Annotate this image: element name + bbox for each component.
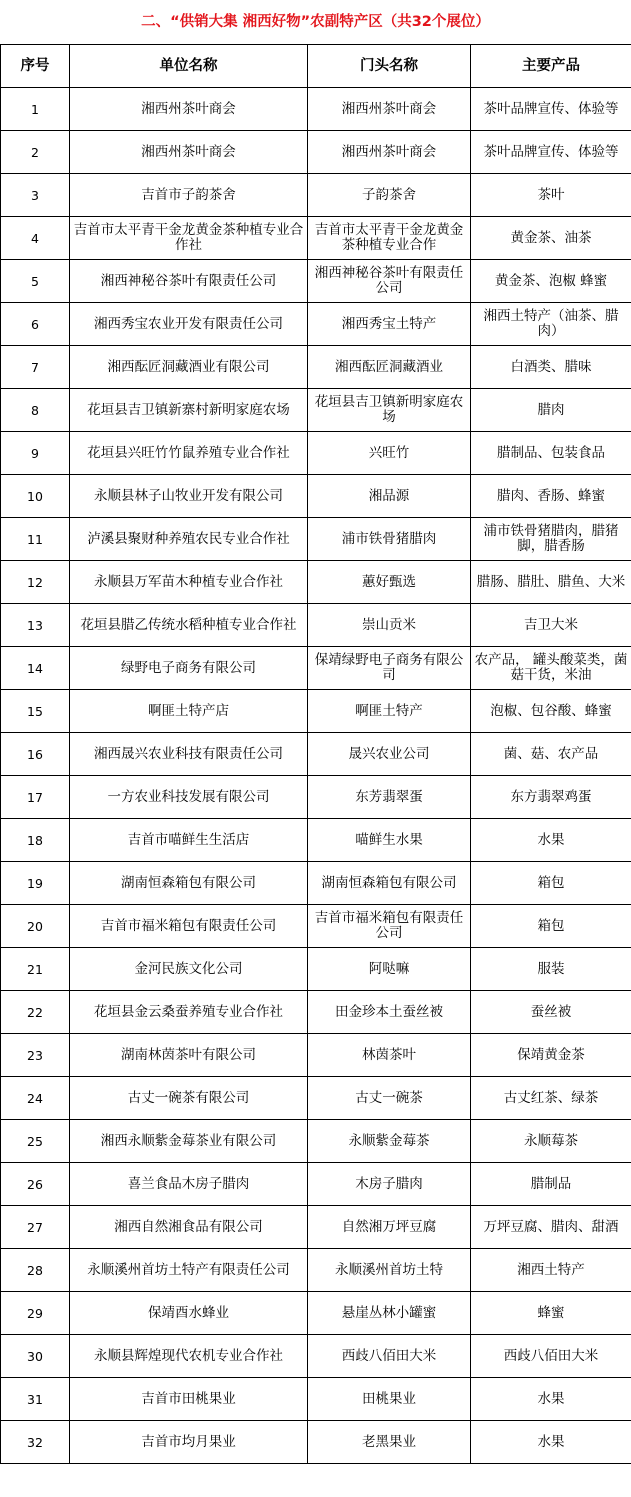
cell-storefront-name: 田桃果业 [308, 1378, 471, 1421]
cell-index: 15 [1, 690, 70, 733]
cell-storefront-name: 子韵茶舍 [308, 174, 471, 217]
cell-unit-name: 吉首市喵鲜生生活店 [70, 819, 308, 862]
cell-index: 13 [1, 604, 70, 647]
table-row [1, 1292, 631, 1335]
cell-main-products: 西歧八佰田大米 [471, 1335, 631, 1378]
table-row [1, 303, 631, 346]
cell-main-products: 湘西土特产（油茶、腊肉） [471, 303, 631, 346]
table-row [1, 690, 631, 733]
cell-unit-name: 湘西神秘谷茶叶有限责任公司 [70, 260, 308, 303]
table-row [1, 561, 631, 604]
cell-unit-name: 永顺溪州首坊土特产有限责任公司 [70, 1249, 308, 1292]
cell-main-products: 水果 [471, 1378, 631, 1421]
cell-main-products: 茶叶 [471, 174, 631, 217]
cell-index: 24 [1, 1077, 70, 1120]
cell-storefront-name: 湘西酝匠洞藏酒业 [308, 346, 471, 389]
cell-unit-name: 一方农业科技发展有限公司 [70, 776, 308, 819]
cell-main-products: 浦市铁骨猪腊肉，腊猪脚，腊香肠 [471, 518, 631, 561]
cell-main-products: 水果 [471, 819, 631, 862]
cell-unit-name: 啊匪土特产店 [70, 690, 308, 733]
cell-index: 1 [1, 88, 70, 131]
cell-unit-name: 吉首市子韵茶舍 [70, 174, 308, 217]
cell-main-products: 茶叶品牌宣传、体验等 [471, 131, 631, 174]
cell-index: 27 [1, 1206, 70, 1249]
table-row [1, 1120, 631, 1163]
cell-index: 16 [1, 733, 70, 776]
cell-unit-name: 绿野电子商务有限公司 [70, 647, 308, 690]
cell-index: 17 [1, 776, 70, 819]
cell-main-products: 水果 [471, 1421, 631, 1464]
cell-storefront-name: 晟兴农业公司 [308, 733, 471, 776]
table-row [1, 991, 631, 1034]
cell-unit-name: 保靖酉水蜂业 [70, 1292, 308, 1335]
cell-unit-name: 吉首市田桃果业 [70, 1378, 308, 1421]
table-row [1, 1206, 631, 1249]
cell-storefront-name: 阿哒嘛 [308, 948, 471, 991]
cell-storefront-name: 湘西州茶叶商会 [308, 131, 471, 174]
cell-unit-name: 永顺县万军苗木种植专业合作社 [70, 561, 308, 604]
cell-storefront-name: 蕙好甄选 [308, 561, 471, 604]
cell-unit-name: 花垣县腊乙传统水稻种植专业合作社 [70, 604, 308, 647]
table-row [1, 862, 631, 905]
cell-main-products: 黄金茶、油茶 [471, 217, 631, 260]
table-row [1, 174, 631, 217]
cell-index: 20 [1, 905, 70, 948]
cell-unit-name: 湖南林茵茶叶有限公司 [70, 1034, 308, 1077]
cell-main-products: 腊肉、香肠、蜂蜜 [471, 475, 631, 518]
table-body [1, 88, 631, 1464]
table-row [1, 1077, 631, 1120]
table-row [1, 604, 631, 647]
cell-storefront-name: 兴旺竹 [308, 432, 471, 475]
cell-storefront-name: 西歧八佰田大米 [308, 1335, 471, 1378]
cell-main-products: 腊制品、包装食品 [471, 432, 631, 475]
header-main-products: 主要产品 [471, 45, 631, 88]
cell-index: 31 [1, 1378, 70, 1421]
table-row [1, 432, 631, 475]
cell-unit-name: 湘西晟兴农业科技有限责任公司 [70, 733, 308, 776]
cell-index: 32 [1, 1421, 70, 1464]
cell-main-products: 黄金茶、泡椒 蜂蜜 [471, 260, 631, 303]
cell-storefront-name: 悬崖丛林小罐蜜 [308, 1292, 471, 1335]
cell-storefront-name: 湘西神秘谷茶叶有限责任公司 [308, 260, 471, 303]
cell-index: 9 [1, 432, 70, 475]
cell-main-products: 湘西土特产 [471, 1249, 631, 1292]
cell-storefront-name: 崇山贡米 [308, 604, 471, 647]
cell-main-products: 泡椒、包谷酸、蜂蜜 [471, 690, 631, 733]
cell-main-products: 古丈红茶、绿茶 [471, 1077, 631, 1120]
header-storefront-name: 门头名称 [308, 45, 471, 88]
cell-unit-name: 吉首市福米箱包有限责任公司 [70, 905, 308, 948]
cell-index: 28 [1, 1249, 70, 1292]
cell-main-products: 蜂蜜 [471, 1292, 631, 1335]
cell-storefront-name: 东芳翡翠蛋 [308, 776, 471, 819]
cell-storefront-name: 浦市铁骨猪腊肉 [308, 518, 471, 561]
table-row [1, 733, 631, 776]
cell-unit-name: 花垣县金云桑蚕养殖专业合作社 [70, 991, 308, 1034]
cell-index: 30 [1, 1335, 70, 1378]
table-header-row [1, 45, 631, 88]
cell-storefront-name: 木房子腊肉 [308, 1163, 471, 1206]
page-title: 二、“供销大集 湘西好物”农副特产区（共32个展位） [141, 14, 490, 30]
cell-unit-name: 金河民族文化公司 [70, 948, 308, 991]
header-index: 序号 [1, 45, 70, 88]
cell-storefront-name: 永顺紫金莓茶 [308, 1120, 471, 1163]
cell-main-products: 蚕丝被 [471, 991, 631, 1034]
cell-unit-name: 湘西秀宝农业开发有限责任公司 [70, 303, 308, 346]
table-row [1, 1034, 631, 1077]
cell-index: 3 [1, 174, 70, 217]
cell-unit-name: 古丈一碗茶有限公司 [70, 1077, 308, 1120]
cell-index: 11 [1, 518, 70, 561]
cell-storefront-name: 老黑果业 [308, 1421, 471, 1464]
table-row [1, 948, 631, 991]
table-row [1, 389, 631, 432]
cell-storefront-name: 田金珍本土蚕丝被 [308, 991, 471, 1034]
cell-main-products: 腊肉 [471, 389, 631, 432]
cell-unit-name: 泸溪县聚财种养殖农民专业合作社 [70, 518, 308, 561]
cell-main-products: 吉卫大米 [471, 604, 631, 647]
cell-main-products: 保靖黄金茶 [471, 1034, 631, 1077]
cell-index: 23 [1, 1034, 70, 1077]
cell-index: 12 [1, 561, 70, 604]
cell-index: 5 [1, 260, 70, 303]
cell-main-products: 东方翡翠鸡蛋 [471, 776, 631, 819]
cell-main-products: 腊肠、腊肚、腊鱼、大米 [471, 561, 631, 604]
cell-unit-name: 湘西自然湘食品有限公司 [70, 1206, 308, 1249]
cell-index: 7 [1, 346, 70, 389]
cell-unit-name: 湘西州茶叶商会 [70, 131, 308, 174]
table-row [1, 905, 631, 948]
table-row [1, 518, 631, 561]
table-row [1, 346, 631, 389]
table-row [1, 776, 631, 819]
cell-main-products: 白酒类、腊味 [471, 346, 631, 389]
cell-storefront-name: 啊匪土特产 [308, 690, 471, 733]
cell-unit-name: 吉首市太平青干金龙黄金茶种植专业合作社 [70, 217, 308, 260]
cell-storefront-name: 保靖绿野电子商务有限公司 [308, 647, 471, 690]
table-row [1, 88, 631, 131]
table-row [1, 260, 631, 303]
cell-unit-name: 花垣县兴旺竹竹鼠养殖专业合作社 [70, 432, 308, 475]
table-row [1, 819, 631, 862]
cell-main-products: 箱包 [471, 905, 631, 948]
cell-index: 10 [1, 475, 70, 518]
cell-storefront-name: 湖南恒森箱包有限公司 [308, 862, 471, 905]
cell-storefront-name: 吉首市太平青干金龙黄金茶种植专业合作 [308, 217, 471, 260]
cell-main-products: 箱包 [471, 862, 631, 905]
cell-main-products: 永顺莓茶 [471, 1120, 631, 1163]
cell-storefront-name: 自然湘万坪豆腐 [308, 1206, 471, 1249]
table-row [1, 217, 631, 260]
cell-index: 21 [1, 948, 70, 991]
cell-index: 6 [1, 303, 70, 346]
cell-index: 8 [1, 389, 70, 432]
cell-main-products: 万坪豆腐、腊肉、甜酒 [471, 1206, 631, 1249]
cell-index: 25 [1, 1120, 70, 1163]
cell-storefront-name: 花垣县吉卫镇新明家庭农场 [308, 389, 471, 432]
cell-index: 22 [1, 991, 70, 1034]
table-row [1, 1335, 631, 1378]
table-row [1, 647, 631, 690]
cell-unit-name: 花垣县吉卫镇新寨村新明家庭农场 [70, 389, 308, 432]
cell-storefront-name: 古丈一碗茶 [308, 1077, 471, 1120]
cell-unit-name: 湘西永顺紫金莓茶业有限公司 [70, 1120, 308, 1163]
cell-index: 26 [1, 1163, 70, 1206]
cell-unit-name: 湘西州茶叶商会 [70, 88, 308, 131]
cell-storefront-name: 吉首市福米箱包有限责任公司 [308, 905, 471, 948]
cell-index: 18 [1, 819, 70, 862]
cell-index: 19 [1, 862, 70, 905]
cell-storefront-name: 林茵茶叶 [308, 1034, 471, 1077]
table-row [1, 1378, 631, 1421]
cell-storefront-name: 湘西州茶叶商会 [308, 88, 471, 131]
cell-unit-name: 永顺县辉煌现代农机专业合作社 [70, 1335, 308, 1378]
booth-table [0, 44, 631, 1464]
cell-index: 4 [1, 217, 70, 260]
cell-main-products: 农产品， 罐头酸菜类，菌菇干货，米油 [471, 647, 631, 690]
header-unit-name: 单位名称 [70, 45, 308, 88]
cell-index: 14 [1, 647, 70, 690]
table-row [1, 131, 631, 174]
cell-index: 2 [1, 131, 70, 174]
table-row [1, 1421, 631, 1464]
table-row [1, 475, 631, 518]
cell-main-products: 菌、菇、农产品 [471, 733, 631, 776]
cell-unit-name: 喜兰食品木房子腊肉 [70, 1163, 308, 1206]
cell-storefront-name: 湘西秀宝土特产 [308, 303, 471, 346]
cell-index: 29 [1, 1292, 70, 1335]
cell-storefront-name: 喵鲜生水果 [308, 819, 471, 862]
cell-storefront-name: 永顺溪州首坊土特 [308, 1249, 471, 1292]
cell-storefront-name: 湘品源 [308, 475, 471, 518]
cell-main-products: 茶叶品牌宣传、体验等 [471, 88, 631, 131]
table-row [1, 1163, 631, 1206]
cell-unit-name: 湘西酝匠洞藏酒业有限公司 [70, 346, 308, 389]
table-row [1, 1249, 631, 1292]
cell-unit-name: 永顺县林子山牧业开发有限公司 [70, 475, 308, 518]
cell-unit-name: 湖南恒森箱包有限公司 [70, 862, 308, 905]
cell-unit-name: 吉首市均月果业 [70, 1421, 308, 1464]
cell-main-products: 服装 [471, 948, 631, 991]
cell-main-products: 腊制品 [471, 1163, 631, 1206]
